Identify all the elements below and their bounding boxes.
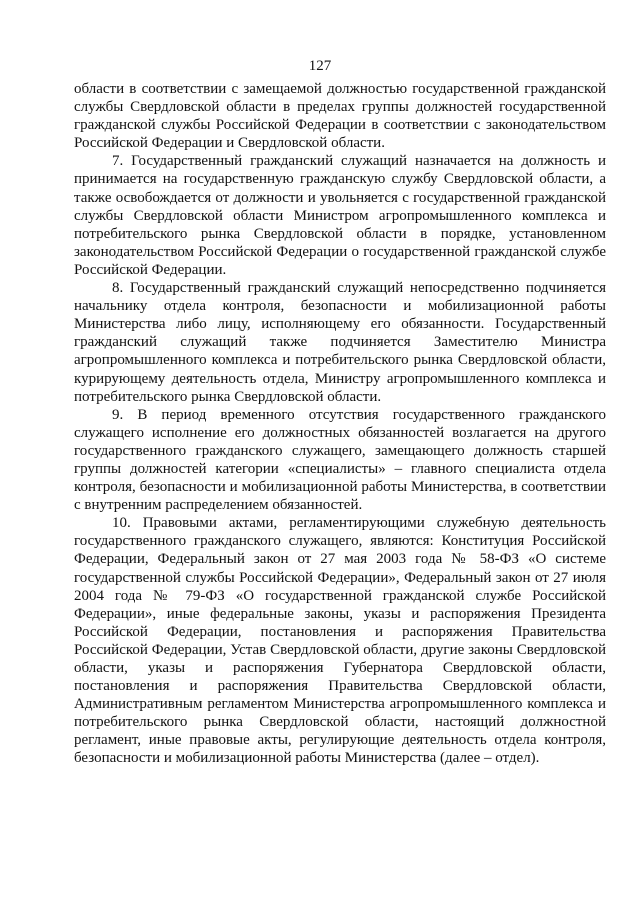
paragraph-continuation: области в соответствии с замещаемой должностью государственной гражданской службы Свердловской области в пределах группы должностей государственной гражданской службы Российской Федерации в соответствии с законодательством Российской Федерации и Свердловской области. — [74, 81, 606, 152]
paragraph-item-10: 10. Правовыми актами, регламентирующими служебную деятельность государственного гражданского служащего, являются: Конституция Российской Федерации, Федеральный закон от 27 мая 2003 года № 58-ФЗ «О системе государственной службы Российской Федерации», Федеральный закон от 27 июля 2004 года № 79-ФЗ «О государственной гражданской службе Российской Федерации», иные федеральные законы, указы и распоряжения Президента Российской Федерации, постановления и распоряжения Правительства Российской Федерации, Устав Свердловской области, другие законы Свердловской области, указы и распоряжения Губернатора Свердловской области, постановления и распоряжения Правительства Свердловской области, Административным регламентом Министерства агропромышленного комплекса и потребительского рынка Свердловской области, настоящий должностной регламент, иные правовые акты, регулирующие деятельность отдела контроля, безопасности и мобилизационной работы Министерства (далее – отдел). — [74, 515, 606, 767]
paragraph-item-7: 7. Государственный гражданский служащий назначается на должность и принимается на государственную гражданскую службу Свердловской области, а также освобождается от должности и увольняется с государственной гражданской службы Свердловской области Министром агропромышленного комплекса и потребительского рынка Свердловской области в порядке, установленном законодательством Российской Федерации о государственной гражданской службе Российской Федерации. — [74, 153, 606, 278]
paragraph-item-9: 9. В период временного отсутствия государственного гражданского служащего исполнение его должностных обязанностей возлагается на другого государственного гражданского служащего, замещающего должность старшей группы должностей категории «специалисты» – главного специалиста отдела контроля, безопасности и мобилизационной работы Министерства, в соответствии с внутренним распределением обязанностей. — [74, 406, 606, 514]
document-body — [74, 80, 606, 768]
page-number: 127 — [308, 58, 332, 74]
paragraph-item-8: 8. Государственный гражданский служащий непосредственно подчиняется начальнику отдела контроля, безопасности и мобилизационной работы Министерства либо лицу, исполняющему его обязанности. Государственный гражданский служащий также подчиняется Заместителю Министра агропромышленного комплекса и потребительского рынка Свердловской области, курирующему деятельность отдела, Министру агропромышленного комплекса и потребительского рынка Свердловской области. — [74, 280, 606, 405]
